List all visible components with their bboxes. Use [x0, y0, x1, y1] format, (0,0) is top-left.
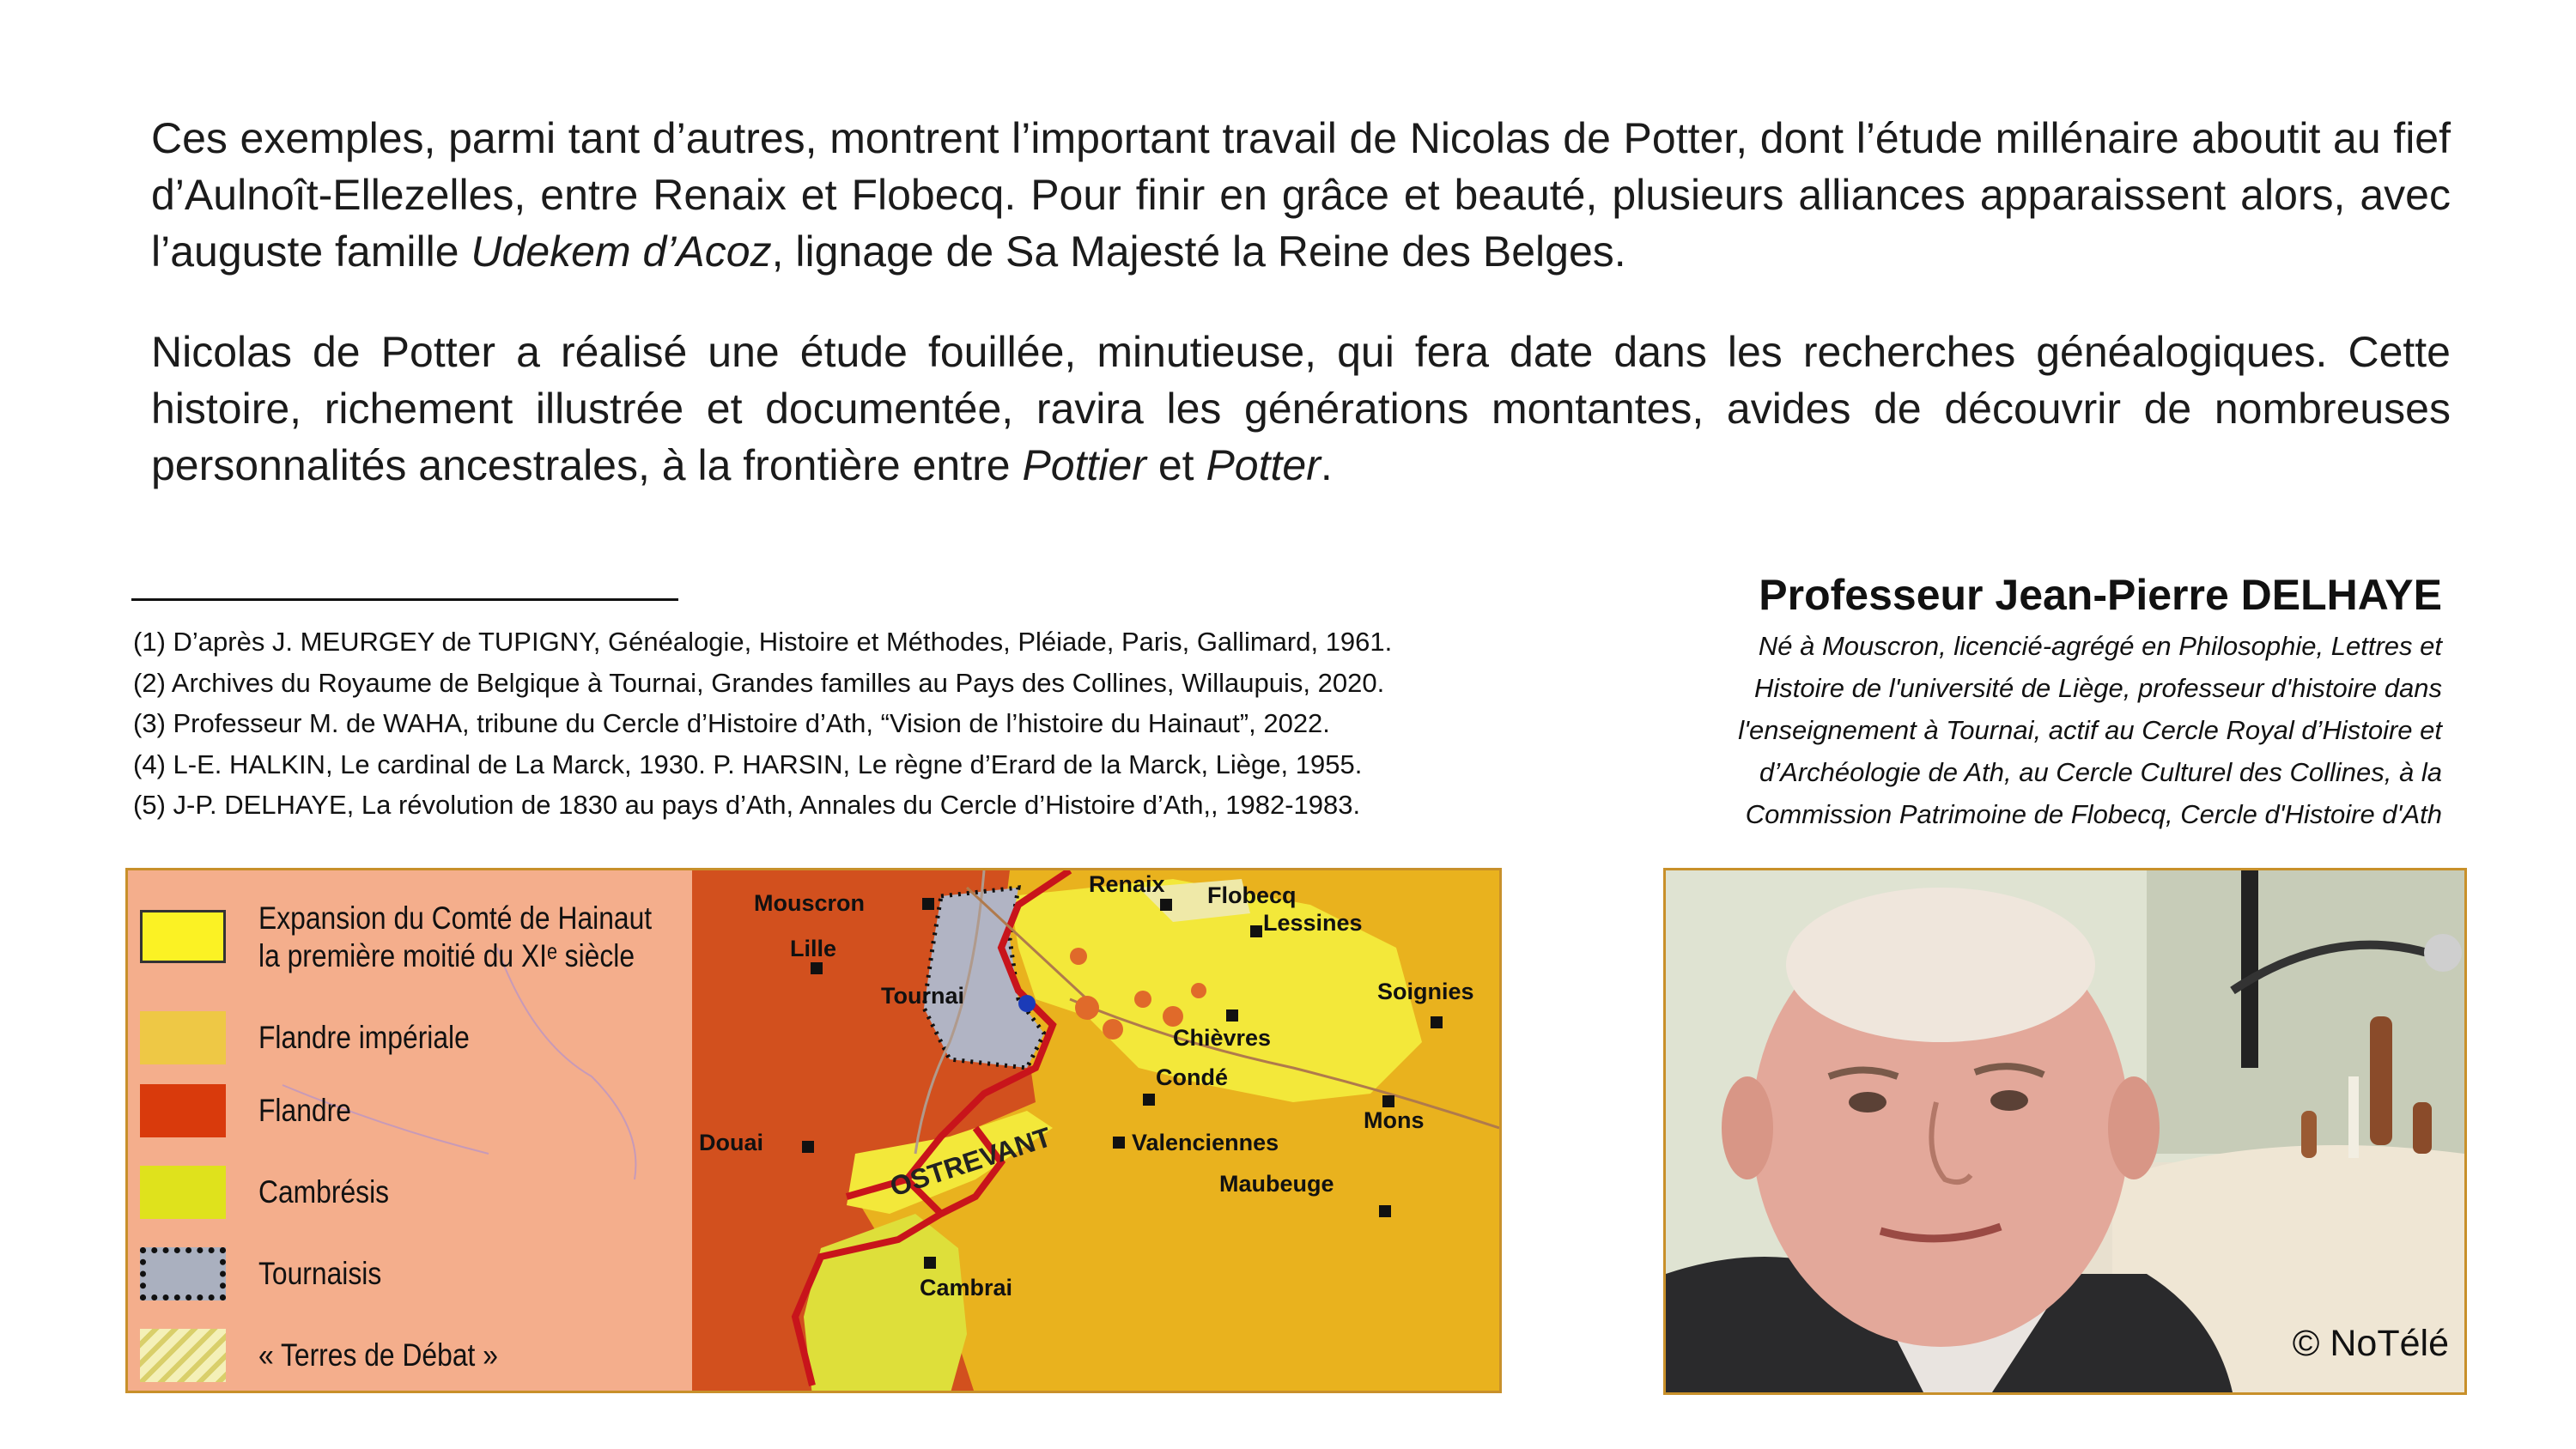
- region-label: OSTREVANT: [886, 1121, 1055, 1203]
- author-bio-line: Histoire de l'université de Liège, professeur d'histoire dans: [1753, 673, 2442, 703]
- city-label: Lessines: [1263, 910, 1363, 936]
- paragraph-italic-name: Potter: [1206, 441, 1321, 489]
- legend-swatch: [140, 1329, 226, 1382]
- city-label: Chièvres: [1173, 1025, 1272, 1051]
- city-marker: [1379, 1205, 1391, 1217]
- city-marker: [1226, 1009, 1238, 1022]
- footnote-item: (5) J-P. DELHAYE, La révolution de 1830 au pays d’Ath, Annales du Cercle d’Histoire d’Ath,, 1982-1983.: [133, 790, 1361, 820]
- paragraph-text: et: [1145, 441, 1206, 489]
- legend-label: Flandre: [258, 1093, 351, 1128]
- footnote-item: (1) D’après J. MEURGEY de TUPIGNY, Généalogie, Histoire et Méthodes, Pléiade, Paris, Gallimard, 1961.: [133, 627, 1393, 657]
- city-label: Valenciennes: [1132, 1130, 1279, 1155]
- city-marker: [924, 1257, 936, 1269]
- footnote-separator: [131, 598, 678, 601]
- legend-item-terres-de-debat: [140, 1325, 690, 1385]
- paragraph-italic-name: Pottier: [1022, 441, 1146, 489]
- legend-swatch: [140, 910, 226, 963]
- author-portrait-photo: [1663, 868, 2467, 1395]
- author-bio-line: d’Archéologie de Ath, au Cercle Culturel des Collines, à la: [1759, 757, 2442, 787]
- city-label: Soignies: [1377, 979, 1474, 1004]
- city-marker: [922, 898, 934, 910]
- author-bio-line: Né à Mouscron, licencié-agrégé en Philosophie, Lettres et: [1758, 631, 2442, 661]
- footnote-item: (2) Archives du Royaume de Belgique à Tournai, Grandes familles au Pays des Collines, Willaupuis, 2020.: [133, 667, 1385, 698]
- paragraph-text: .: [1320, 441, 1333, 489]
- territory-patch: [1075, 996, 1099, 1020]
- footnote-item: (3) Professeur M. de WAHA, tribune du Cercle d’Histoire d’Ath, “Vision de l’histoire du Hainaut”, 2022.: [133, 708, 1330, 738]
- city-marker: [811, 962, 823, 974]
- city-label: Maubeuge: [1219, 1171, 1334, 1197]
- map-drawing: [692, 870, 1499, 1393]
- city-marker: [1113, 1137, 1125, 1149]
- legend-item-cambresis: [140, 1162, 690, 1222]
- photo-credit: © NoTélé: [2292, 1323, 2449, 1364]
- author-name-heading: Professeur Jean-Pierre DELHAYE: [1759, 571, 2442, 619]
- city-label: Condé: [1156, 1064, 1228, 1090]
- city-marker: [1382, 1095, 1394, 1107]
- legend-swatch: [140, 1084, 226, 1137]
- author-bio: [1498, 625, 2442, 835]
- footnotes-list: [133, 621, 1507, 826]
- city-label: Douai: [699, 1130, 764, 1155]
- legend-item-tournaisis: [140, 1244, 690, 1304]
- territory-patch: [1134, 991, 1151, 1008]
- tournai-marker: [1018, 995, 1036, 1012]
- city-label: Renaix: [1089, 871, 1165, 897]
- territory-patch: [1070, 948, 1087, 965]
- legend-label: Cambrésis: [258, 1174, 390, 1210]
- paragraph-italic-name: Udekem d’Acoz: [471, 227, 772, 276]
- territory-patch: [1191, 983, 1206, 998]
- city-label: Lille: [790, 936, 837, 961]
- city-marker: [802, 1141, 814, 1153]
- author-bio-line: Commission Patrimoine de Flobecq, Cercle d'Histoire d'Ath: [1745, 799, 2442, 829]
- author-bio-line: l'enseignement à Tournai, actif au Cercle Royal d’Histoire et: [1738, 715, 2442, 745]
- city-label: Flobecq: [1207, 882, 1297, 908]
- city-marker: [1431, 1016, 1443, 1028]
- city-marker: [1143, 1094, 1155, 1106]
- legend-label: la première moitié du XIᵉ siècle: [258, 938, 635, 973]
- territory-patch: [1103, 1019, 1123, 1040]
- legend-item-hainaut: [140, 900, 690, 973]
- paragraph-text: Nicolas de Potter a réalisé une étude fouillée, minutieuse, qui fera date dans les recherches généalogiques. Cette histoire, richement illustrée et documentée, ravira les générations montantes, avides de découvrir de nombreuses personnalités ancestrales, à la frontière entre: [151, 328, 2451, 489]
- city-label: Mons: [1364, 1107, 1425, 1133]
- city-label: Tournai: [881, 983, 964, 1009]
- map-territories: [692, 870, 1499, 1391]
- legend-label: Expansion du Comté de Hainaut: [258, 900, 653, 936]
- paragraph-text: , lignage de Sa Majesté la Reine des Belges.: [771, 227, 1626, 276]
- map-legend: [128, 870, 692, 1391]
- intro-paragraph: [151, 110, 2451, 280]
- legend-label: Flandre impériale: [258, 1020, 470, 1055]
- city-marker: [1250, 925, 1262, 937]
- legend-label: « Terres de Débat »: [258, 1337, 498, 1373]
- city-marker: [1160, 899, 1172, 911]
- legend-item-flandre-imperiale: [140, 1008, 690, 1068]
- city-label: Mouscron: [754, 890, 866, 916]
- legend-label: Tournaisis: [258, 1256, 382, 1291]
- legend-swatch: [140, 1247, 226, 1300]
- portrait-illustration: [1666, 870, 2464, 1392]
- historical-map: [125, 868, 1502, 1393]
- legend-item-flandre: [140, 1081, 690, 1141]
- legend-swatch: [140, 1011, 226, 1064]
- conclusion-paragraph: [151, 324, 2451, 494]
- territory-patch: [1163, 1006, 1183, 1027]
- paragraph-text: Ces exemples, parmi tant d’autres, montrent l’important travail de Nicolas de Potter, dont l’étude millénaire aboutit au fief d’Aulnoît-Ellezelles, entre Renaix et Flobecq. Pour finir en grâce et beauté, plusieurs alliances apparaissent alors, avec l’auguste famille: [151, 114, 2451, 276]
- city-label: Cambrai: [920, 1275, 1013, 1300]
- legend-swatch: [140, 1166, 226, 1219]
- footnote-item: (4) L-E. HALKIN, Le cardinal de La Marck, 1930. P. HARSIN, Le règne d’Erard de la Marck, Liège, 1955.: [133, 749, 1363, 779]
